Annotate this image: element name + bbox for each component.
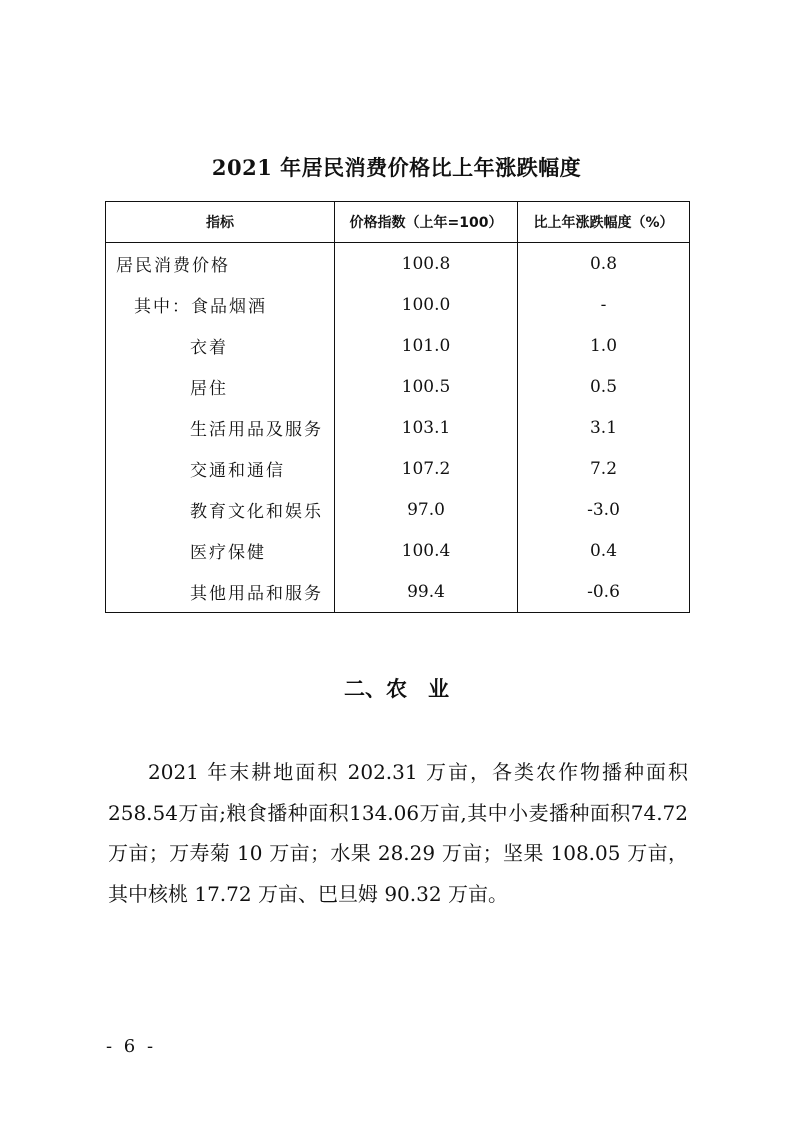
price-index-cell: 97.0 <box>335 489 518 530</box>
price-index-cell: 103.1 <box>335 407 518 448</box>
row-name-cell <box>106 243 335 285</box>
price-index-cell: 101.0 <box>335 325 518 366</box>
change-cell: -0.6 <box>518 571 690 613</box>
table-row <box>106 489 690 530</box>
row-name-cell <box>106 530 335 571</box>
row-name-cell <box>106 366 335 407</box>
change-cell: 1.0 <box>518 325 690 366</box>
body-paragraph: 2021 年末耕地面积 202.31 万亩，各类农作物播种面积 258.54万亩;粮食播种面积134.06万亩,其中小麦播种面积74.72 万亩；万寿菊 10 万亩；水果 28.29 万亩；坚果 108.05 万亩，其中核桃 17.72 万亩、巴旦姆 90.32 万亩。 <box>108 760 688 906</box>
table-row <box>106 284 690 325</box>
table-title: 2021 年居民消费价格比上年涨跌幅度 <box>211 155 582 180</box>
row-name: 居住 <box>190 379 228 399</box>
change-cell: 3.1 <box>518 407 690 448</box>
row-name-cell <box>106 284 335 325</box>
row-name: 其中：食品烟酒 <box>134 297 267 317</box>
price-index-cell: 99.4 <box>335 571 518 613</box>
row-name-cell <box>106 448 335 489</box>
change-cell: 7.2 <box>518 448 690 489</box>
table-row <box>106 243 690 285</box>
table-row <box>106 571 690 613</box>
table-header-row <box>106 202 690 243</box>
change-cell: 0.5 <box>518 366 690 407</box>
change-cell: -3.0 <box>518 489 690 530</box>
row-name-cell <box>106 407 335 448</box>
section-heading: 二、农 业 <box>344 677 449 701</box>
change-cell: 0.8 <box>518 243 690 285</box>
page-number: - 6 - <box>106 1036 157 1057</box>
column-header-indicator: 指标 <box>106 202 335 243</box>
table-row <box>106 530 690 571</box>
row-name: 居民消费价格 <box>116 256 230 276</box>
cpi-table <box>105 201 690 613</box>
row-name: 交通和通信 <box>190 461 285 481</box>
row-name: 衣着 <box>190 338 228 358</box>
row-name: 医疗保健 <box>190 543 266 563</box>
column-header-change: 比上年涨跌幅度（%） <box>518 202 690 243</box>
row-name-cell <box>106 489 335 530</box>
column-header-price-index: 价格指数（上年=100） <box>335 202 518 243</box>
row-name: 教育文化和娱乐 <box>190 502 323 522</box>
row-name: 其他用品和服务 <box>190 584 323 604</box>
price-index-cell: 100.4 <box>335 530 518 571</box>
row-name-cell <box>106 325 335 366</box>
change-cell: - <box>518 284 690 325</box>
row-name-cell <box>106 571 335 613</box>
row-name: 生活用品及服务 <box>190 420 323 440</box>
price-index-cell: 100.8 <box>335 243 518 285</box>
price-index-cell: 100.5 <box>335 366 518 407</box>
price-index-cell: 100.0 <box>335 284 518 325</box>
table-row <box>106 366 690 407</box>
change-cell: 0.4 <box>518 530 690 571</box>
table-row <box>106 325 690 366</box>
price-index-cell: 107.2 <box>335 448 518 489</box>
table-row <box>106 448 690 489</box>
table-row <box>106 407 690 448</box>
